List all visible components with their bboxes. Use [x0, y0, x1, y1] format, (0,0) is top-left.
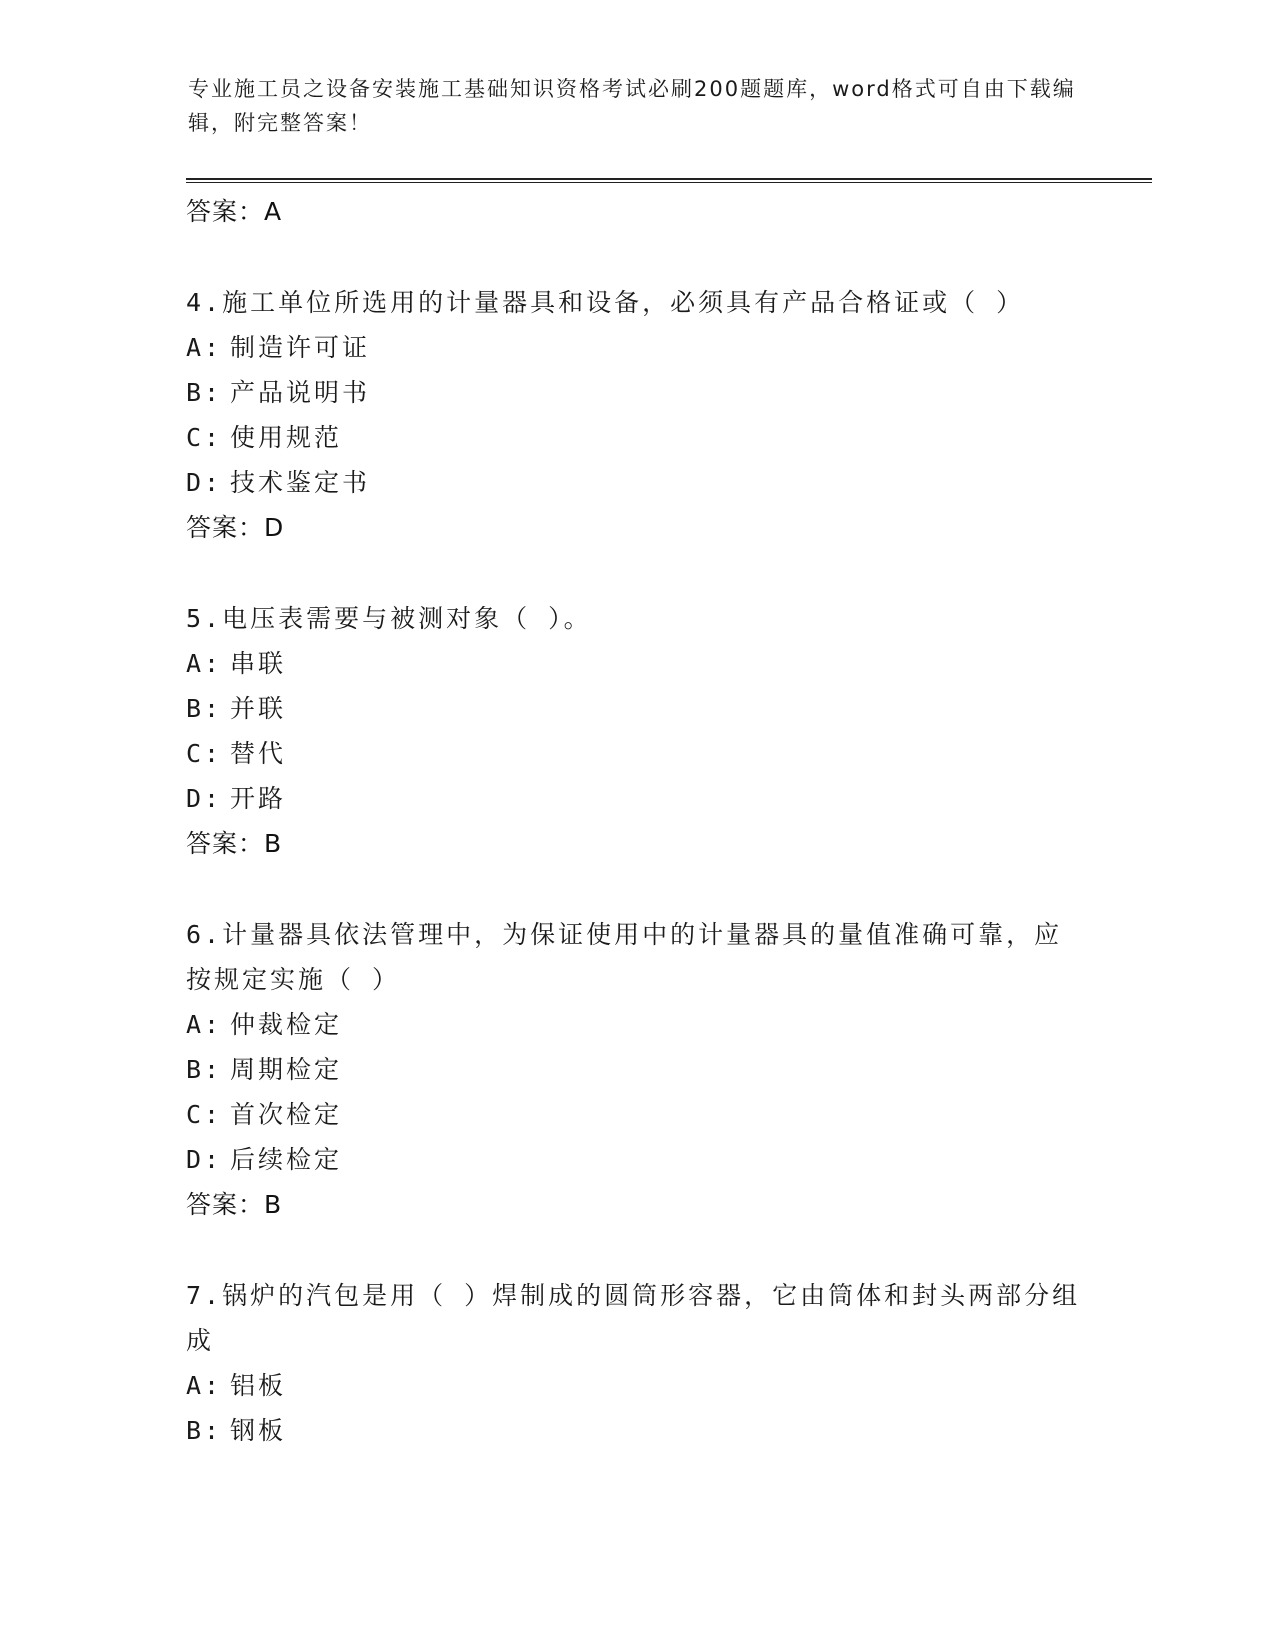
option-d	[186, 460, 1086, 505]
question-item	[186, 280, 1086, 550]
option-key: A:	[186, 649, 223, 678]
answer-line: 答案：A	[186, 197, 283, 226]
option-a	[186, 1002, 1086, 1047]
option-a	[186, 641, 1086, 686]
option-a	[186, 325, 1086, 370]
option-key: C:	[186, 423, 223, 452]
option-b	[186, 1047, 1086, 1092]
option-text: 并联	[230, 694, 287, 723]
option-key: C:	[186, 1100, 223, 1129]
option-text: 首次检定	[230, 1100, 343, 1129]
option-text: 制造许可证	[230, 333, 371, 362]
answer-line: 答案：B	[186, 829, 283, 858]
question-list	[186, 189, 1086, 1453]
question-item	[186, 596, 1086, 866]
question-text: 7.锅炉的汽包是用（ ）焊制成的圆筒形容器，它由筒体和封头两部分组成	[186, 1281, 1081, 1355]
option-c	[186, 731, 1086, 776]
option-b	[186, 686, 1086, 731]
option-key: B:	[186, 378, 223, 407]
option-text: 铝板	[230, 1371, 287, 1400]
option-key: B:	[186, 1416, 223, 1445]
option-text: 开路	[230, 784, 287, 813]
option-key: A:	[186, 1371, 223, 1400]
option-text: 串联	[230, 649, 287, 678]
question-text: 4.施工单位所选用的计量器具和设备，必须具有产品合格证或（ ）	[186, 288, 1025, 317]
header-divider	[186, 178, 1152, 183]
option-key: C:	[186, 739, 223, 768]
option-key: A:	[186, 333, 223, 362]
option-text: 后续检定	[230, 1145, 343, 1174]
question-item	[186, 912, 1086, 1227]
question-item	[186, 1273, 1086, 1453]
option-d	[186, 1137, 1086, 1182]
option-key: D:	[186, 1145, 223, 1174]
option-text: 钢板	[230, 1416, 287, 1445]
option-a	[186, 1363, 1086, 1408]
option-key: D:	[186, 468, 223, 497]
question-text: 5.电压表需要与被测对象（ ）。	[186, 604, 592, 633]
document-header: 专业施工员之设备安装施工基础知识资格考试必刷200题题库，word格式可自由下载编辑，附完整答案！	[188, 77, 1076, 135]
option-key: B:	[186, 1055, 223, 1084]
option-text: 技术鉴定书	[230, 468, 371, 497]
option-text: 周期检定	[230, 1055, 343, 1084]
answer-line: 答案：D	[186, 513, 285, 542]
option-c	[186, 415, 1086, 460]
option-key: A:	[186, 1010, 223, 1039]
option-b	[186, 1408, 1086, 1453]
option-text: 产品说明书	[230, 378, 371, 407]
option-text: 仲裁检定	[230, 1010, 343, 1039]
option-b	[186, 370, 1086, 415]
option-c	[186, 1092, 1086, 1137]
answer-line: 答案：B	[186, 1190, 283, 1219]
option-key: B:	[186, 694, 223, 723]
option-text: 替代	[230, 739, 287, 768]
option-d	[186, 776, 1086, 821]
option-key: D:	[186, 784, 223, 813]
option-text: 使用规范	[230, 423, 343, 452]
question-text: 6.计量器具依法管理中，为保证使用中的计量器具的量值准确可靠，应按规定实施（ ）	[186, 920, 1063, 994]
